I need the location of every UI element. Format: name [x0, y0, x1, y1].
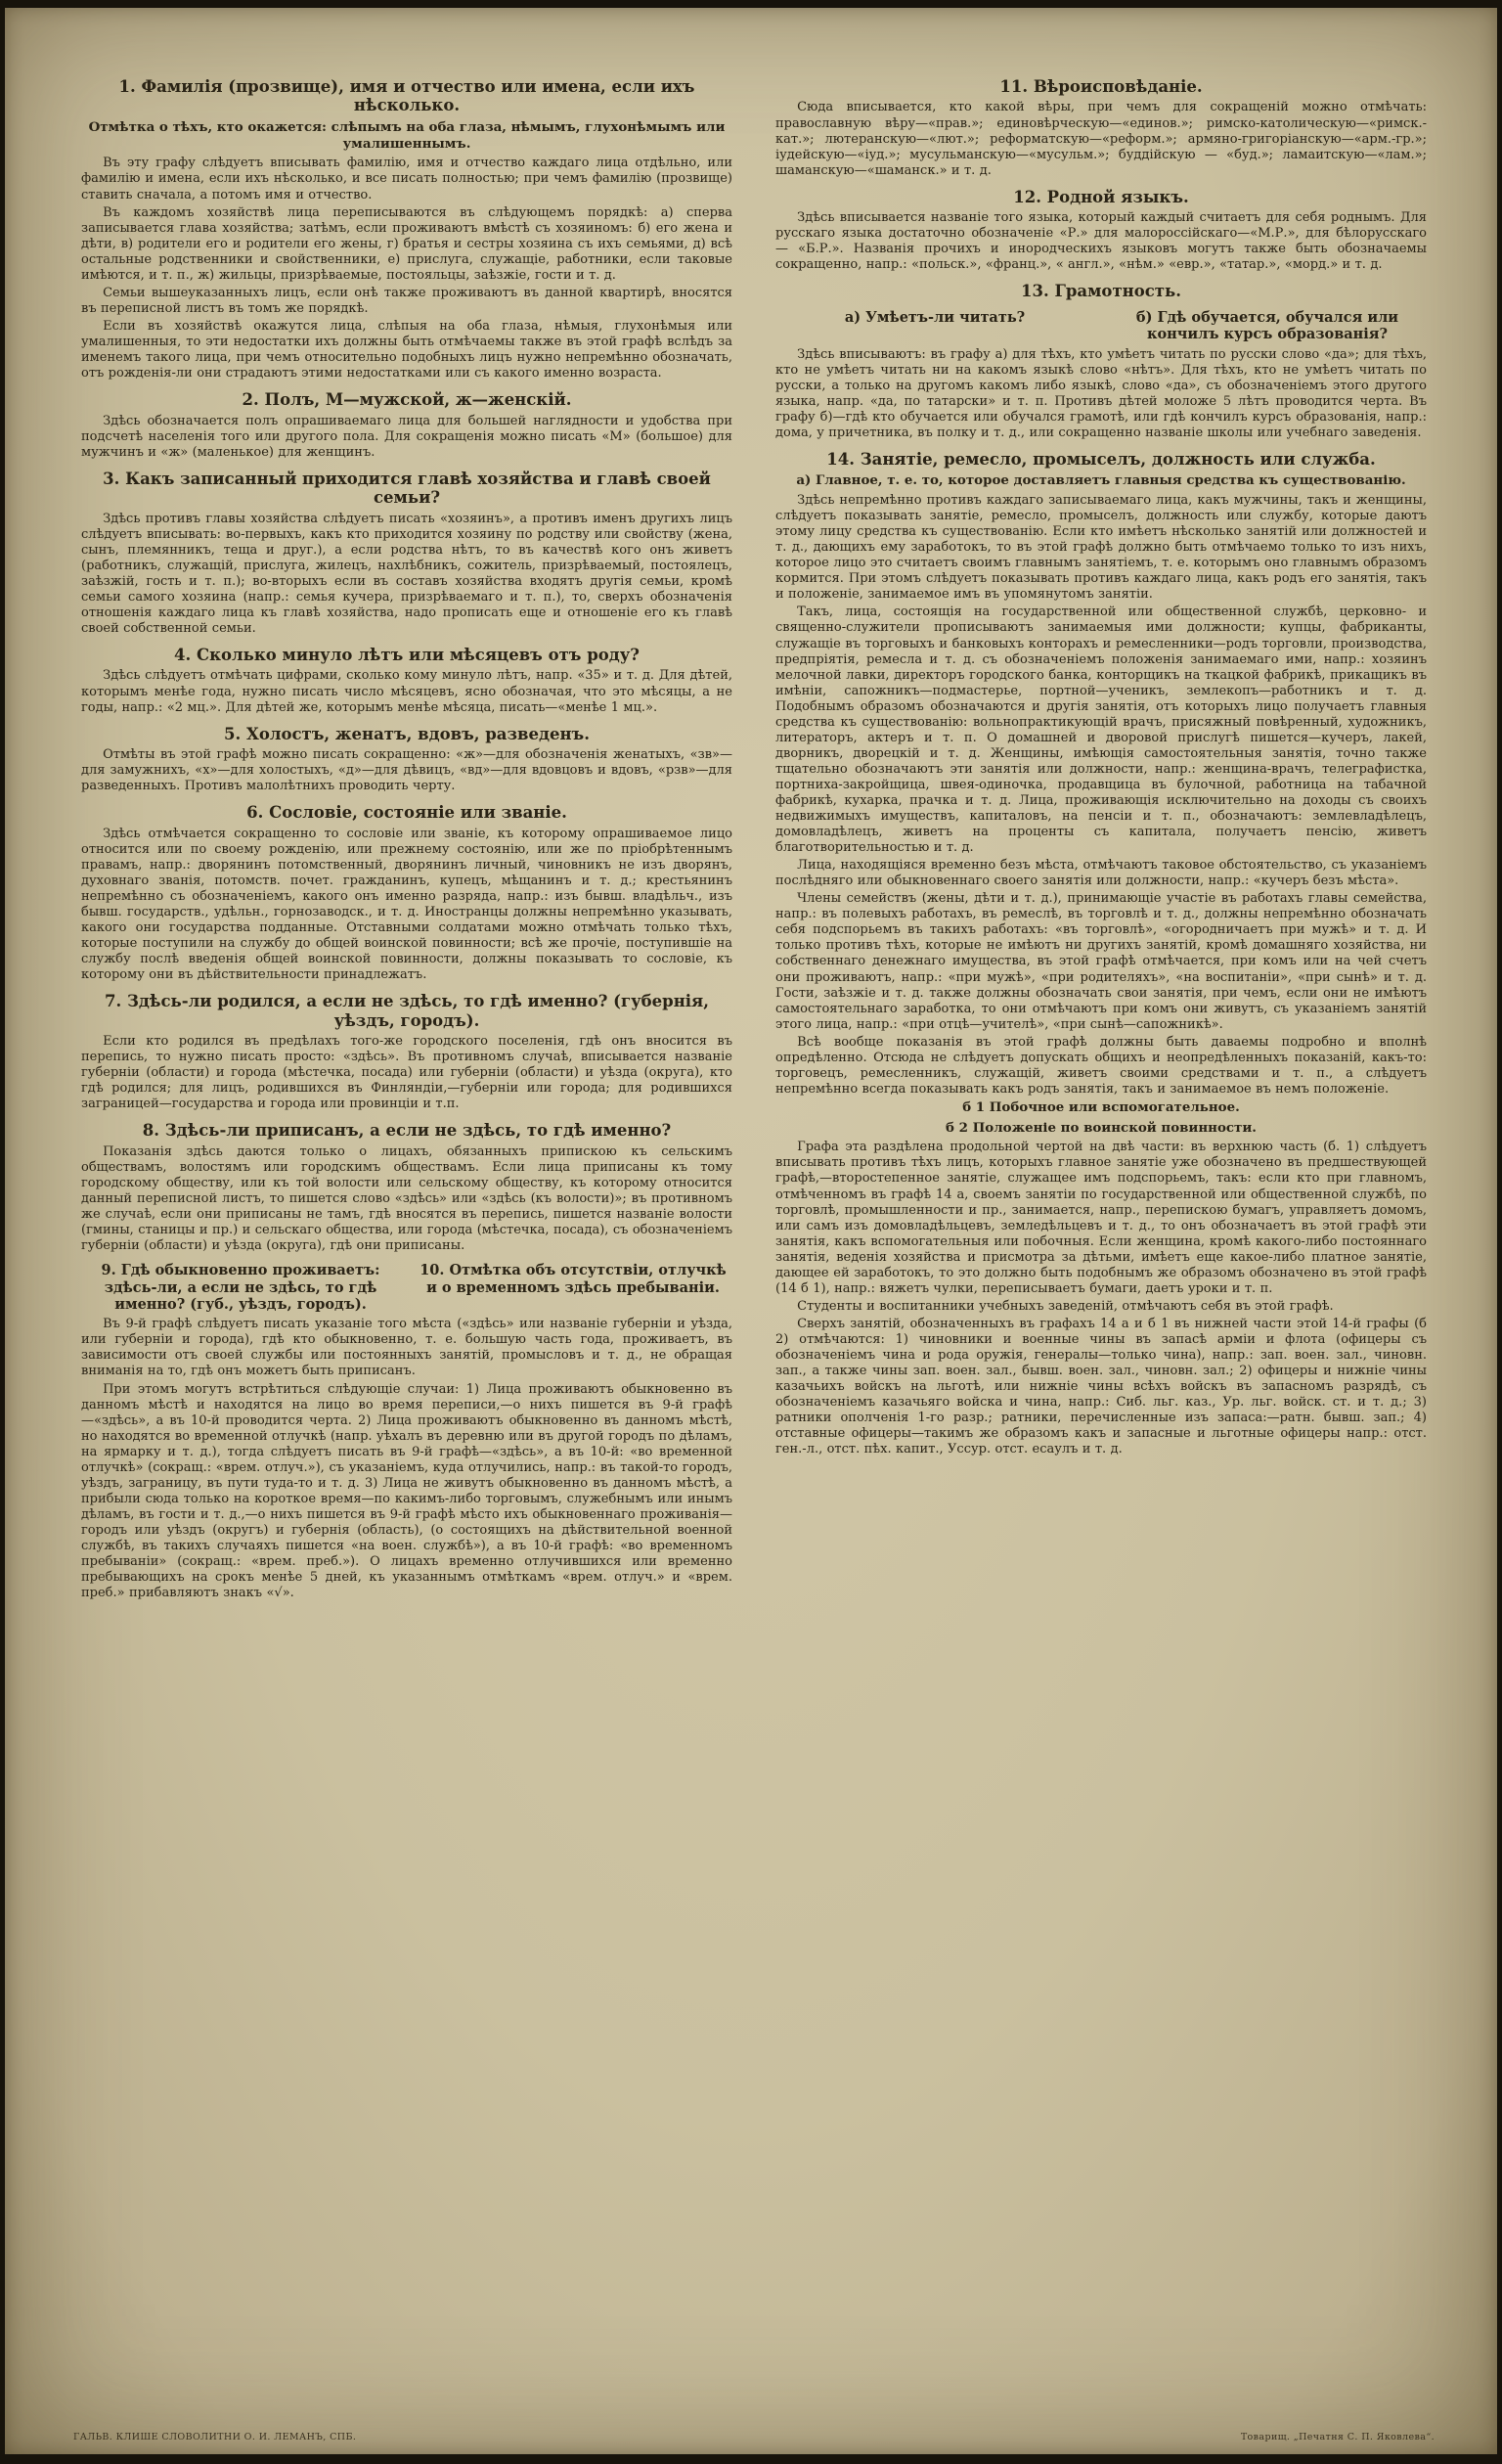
census-instruction-page — [5, 8, 1497, 2454]
section-13-gramotnost — [775, 282, 1427, 441]
paragraph: Показанія здѣсь даются только о лицахъ, обязанныхъ припискою къ сельскимъ обществамъ, волостямъ или городскимъ обществамъ. Если лица приписаны къ тому городскому обществу, или къ той волости или сельскому обществу, къ которому относится данный переписной листъ, то пишется слово «здѣсь» или «здѣсь (къ волости)»; въ противномъ же случаѣ, если они приписаны не тамъ, гдѣ вносятся въ перепись, пишется названіе волости (гмины, станицы и пр.) и сельскаго общества, или города (мѣстечка, посада), съ обозначеніемъ губерніи (области) и уѣзда (округа), гдѣ они приписаны. — [81, 1143, 732, 1254]
paragraph: Здѣсь отмѣчается сокращенно то сословіе или званіе, къ которому опрашиваемое лицо относится или по своему рожденію, или прежнему состоянію, или же по пріобрѣтеннымъ правамъ, напр.: дворянинъ потомственный, дворянинъ личный, чиновникъ не изъ дворянъ, духовнаго званія, потомств. почет. гражданинъ, купецъ, мѣщанинъ и т. д.; крестьянинъ непремѣнно съ обозначеніемъ, какого онъ именно разряда, напр.: изъ бывш. владѣльч., изъ бывш. государств., удѣльн., горнозаводск., и т. д. Иностранцы должны непремѣнно указывать, какого они государства подданные. Отставными солдатами можно отмѣчать только тѣхъ, которые поступили на службу до общей воинской повинности; всѣ же прочіе, поступившіе на службу послѣ введенія общей воинской повинности, должны показывать то сословіе, къ которому они въ дѣйствительности принадлежатъ. — [81, 826, 732, 983]
paragraph: Здѣсь вписывается названіе того языка, который каждый считаетъ для себя роднымъ. Для русскаго языка достаточно обозначеніе «Р.» для малороссійскаго—«М.Р.», для бѣлорусскаго — «Б.Р.». Названія прочихъ и инородческихъ языковъ могутъ также быть обозначаемы сокращенно, напр.: «польск.», «франц.», « англ.», «нѣм.» «евр.», «татар.», «морд.» и т. д. — [775, 210, 1427, 273]
section-heading: б) Гдѣ обучается, обучался или кончилъ курсъ образованія? — [1135, 308, 1399, 343]
section-heading: 12. Родной языкъ. — [1013, 187, 1189, 206]
left-column — [81, 68, 732, 1603]
section-heading: 3. Какъ записанный приходится главѣ хозяйства и главѣ своей семьи? — [103, 469, 711, 508]
section-14b-pobochnoe — [775, 1099, 1427, 1457]
section-heading: а) Умѣетъ-ли читать? — [844, 308, 1026, 326]
section-subheading: б 1 Побочное или вспомогательное. — [962, 1098, 1240, 1115]
section-heading: 4. Сколько минуло лѣтъ или мѣсяцевъ отъ роду? — [174, 646, 640, 665]
paragraph: Члены семействъ (жены, дѣти и т. д.), принимающіе участіе въ работахъ главы семейства, напр.: въ полевыхъ работахъ, въ ремеслѣ, въ торговлѣ и т. д., должны непремѣнно обозначать себя подспорьемъ въ такихъ работахъ: «въ торговлѣ», «огородничаетъ при мужѣ» и т. д. И только противъ тѣхъ, которые не имѣютъ ни другихъ занятій, кромѣ домашняго хозяйства, ни собственнаго денежнаго имущества, въ этой графѣ отмѣчается, при комъ или на чей счетъ они проживаютъ, напр.: «при мужѣ», «при родителяхъ», «на воспитаніи», «при сынѣ» и т. д. Гости, заѣзжіе и т. д. также должны обозначать свои занятія, при чемъ, если они не имѣютъ самостоятельнаго заработка, то они отмѣчаютъ при комъ они живутъ, съ указаніемъ занятій этого лица, напр.: «при отцѣ—учителѣ», «при сынѣ—сапожникѣ». — [775, 891, 1427, 1032]
section-14-zanyatie — [775, 450, 1427, 1098]
paragraph: Семьи вышеуказанныхъ лицъ, если онѣ также проживаютъ въ данной квартирѣ, вносятся въ переписной листъ въ томъ же порядкѣ. — [81, 285, 732, 316]
paragraph: Здѣсь противъ главы хозяйства слѣдуетъ писать «хозяинъ», а противъ именъ другихъ лицъ слѣдуетъ вписывать: во-первыхъ, какъ кто приходится хозяину по родству или свойству (жена, сынъ, племянникъ, теща и друг.), а если родства нѣтъ, то въ качествѣ кого онъ живетъ (работникъ, служащій, прислуга, жилецъ, нахлѣбникъ, сожитель, призрѣваемый, постоялецъ, заѣзжій, гость и т. п.); во-вторыхъ если въ составъ хозяйства входятъ другія семьи, кромѣ семьи самого хозяина (напр.: семья кучера, призрѣваемаго и т. п.), то, сверхъ обозначенія отношенія каждаго лица къ главѣ хозяйства, надо прописать еще и отношеніе его къ главѣ своей собственной семьи. — [81, 511, 732, 636]
paragraph: Здѣсь слѣдуетъ отмѣчать цифрами, сколько кому минуло лѣтъ, напр. «35» и т. д. Для дѣтей, которымъ менѣе года, нужно писать число мѣсяцевъ, ясно обозначая, что это мѣсяцы, а не годы, напр.: «2 мц.». Для дѣтей же, которымъ менѣе мѣсяца, писать—«менѣе 1 мц.». — [81, 668, 732, 715]
section-heading: 14. Занятіе, ремесло, промыселъ, должность или служба. — [826, 449, 1376, 469]
paragraph: Лица, находящіяся временно безъ мѣста, отмѣчаютъ таковое обстоятельство, съ указаніемъ послѣдняго или обыкновеннаго своего занятія или должности, напр.: «кучеръ безъ мѣста». — [775, 858, 1427, 889]
section-heading: 5. Холостъ, женатъ, вдовъ, разведенъ. — [224, 724, 590, 743]
section-6-soslovie — [81, 803, 732, 983]
section-subheading: Отмѣтка о тѣхъ, кто окажется: слѣпымъ на оба глаза, нѣмымъ, глухонѣмымъ или умалишеннымъ. — [88, 118, 726, 152]
paragraph: Если въ хозяйствѣ окажутся лица, слѣпыя на оба глаза, нѣмыя, глухонѣмыя или умалишенныя, то эти недостатки ихъ должны быть отмѣчаемы также въ этой графѣ вслѣдъ за именемъ такого лица, при чемъ относительно подобныхъ лицъ нужно непремѣнно обозначать, отъ рожденія-ли они страдаютъ этими недостатками или съ какого именно возраста. — [81, 318, 732, 381]
paragraph: При этомъ могутъ встрѣтиться слѣдующіе случаи: 1) Лица проживаютъ обыкновенно въ данномъ мѣстѣ и находятся на лицо во время переписи,—о нихъ пишется въ 9-й графѣ—«здѣсь», а въ 10-й проводится черта. 2) Лица проживаютъ обыкновенно въ данномъ мѣстѣ, но находятся во временной отлучкѣ (напр. уѣхалъ въ деревню или въ другой городъ по дѣламъ, на ярмарку и т. д.), тогда слѣдуетъ писать въ 9-й графѣ—«здѣсь», а въ 10-й: «во временной отлучкѣ» (сокращ.: «врем. отлуч.»), съ указаніемъ, куда отлучились, напр.: въ такой-то городъ, уѣздъ, заграницу, въ пути туда-то и т. д. 3) Лица не живутъ обыкновенно въ данномъ мѣстѣ, а прибыли сюда только на короткое время—по какимъ-либо торговымъ, служебнымъ или инымъ дѣламъ, въ гости и т. д.,—о нихъ пишется въ 9-й графѣ мѣсто ихъ обыкновеннаго проживанія—городъ или уѣздъ (округъ) и губернія (область), (о состоящихъ на дѣйствительной военной службѣ, въ такихъ случаяхъ пишется «на воен. службѣ»), а въ 10-й графѣ: «во временномъ пребываніи» (сокращ.: «врем. преб.»). О лицахъ временно отлучившихся или временно пребывающихъ на срокъ менѣе 5 дней, къ указаннымъ отмѣткамъ «врем. отлуч.» и «врем. преб.» прибавляютъ знакъ «√». — [81, 1381, 732, 1601]
paired-headings — [81, 1262, 732, 1313]
section-heading: 6. Сословіе, состояніе или званіе. — [246, 803, 567, 823]
section-subheading: б 2 Положеніе по воинской повинности. — [946, 1119, 1257, 1136]
paired-headings — [775, 309, 1427, 343]
printer-credit-left: ГАЛЬВ. КЛИШЕ СЛОВОЛИТНИ О. И. ЛЕМАНЪ, СПБ. — [73, 2432, 357, 2442]
section-4-let — [81, 646, 732, 716]
paragraph: Въ эту графу слѣдуетъ вписывать фамилію, имя и отчество каждаго лица отдѣльно, или фамилію и имена, если ихъ нѣсколько, и все писать полностью; при чемъ фамилію (прозвище) ставить сначала, а потомъ имя и отчество. — [81, 156, 732, 202]
section-heading: 2. Полъ, М—мужской, ж—женскій. — [242, 390, 572, 410]
paragraph: Графа эта раздѣлена продольной чертой на двѣ части: въ верхнюю часть (б. 1) слѣдуетъ вписывать противъ тѣхъ лицъ, которыхъ главное занятіе уже обозначено въ предшествующей графѣ,—второстепенное занятіе, служащее имъ подспорьемъ, такъ: если кто при главномъ, отмѣченномъ въ графѣ 14 а, своемъ занятіи по государственной или общественной службѣ, по торговлѣ, промышленности и пр., занимается, напр., перепискою бумагъ, управляетъ домомъ, или самъ изъ домовладѣльцевъ, земледѣльцевъ и т. д., то онъ обозначаетъ въ этой графѣ эти занятія, какъ вспомогательныя или побочныя. Если женщина, кромѣ какого-либо постояннаго занятія, веденія хозяйства и присмотра за дѣтьми, имѣетъ еще какое-либо платное занятіе, дающее ей заработокъ, то это должно быть подобнымъ же образомъ обозначено въ этой графѣ (14 б 1), напр.: вяжетъ чулки, переписываетъ бумаги, даетъ уроки и т. п. — [775, 1140, 1427, 1296]
section-heading: 8. Здѣсь-ли приписанъ, а если не здѣсь, то гдѣ именно? — [142, 1121, 672, 1141]
section-2-pol — [81, 390, 732, 461]
paragraph: Здѣсь обозначается полъ опрашиваемаго лица для большей наглядности и удобства при подсчетѣ населенія того или другого пола. Для сокращенія можно писать «М» (большое) для мужчинъ и «ж» (маленькое) для женщинъ. — [81, 413, 732, 460]
section-heading: 10. Отмѣтка объ отсутствіи, отлучкѣ и о временномъ здѣсь пребываніи. — [420, 1262, 727, 1296]
section-12-rodnoy-yazyk — [775, 188, 1427, 274]
paragraph: Если кто родился въ предѣлахъ того-же городского поселенія, гдѣ онъ вносится въ перепись, то нужно писать просто: «здѣсь». Въ противномъ случаѣ, вписывается названіе губерніи (области) и города (мѣстечка, посада) или губерніи (области) и уѣзда (округа), кто гдѣ родился; для лицъ, родившихся въ Финляндіи,—губерніи или города; для родившихся заграницей—государства и города или провинціи и т.п. — [81, 1034, 732, 1112]
footer — [73, 2432, 1435, 2442]
section-heading: 1. Фамилія (прозвище), имя и отчество или имена, если ихъ нѣсколько. — [118, 77, 695, 115]
two-column-text-area — [5, 8, 1497, 1648]
section-8-pripisan — [81, 1121, 732, 1254]
paragraph: Здѣсь непремѣнно противъ каждаго записываемаго лица, какъ мужчины, такъ и женщины, слѣдуетъ показывать занятіе, ремесло, промыселъ, должность или службу, которые даютъ этому лицу средства къ существованію. Если кто имѣетъ нѣсколько занятій или должностей и т. д., дающихъ ему заработокъ, то въ этой графѣ должно быть отмѣчаемо только то изъ нихъ, которое лицо это считаетъ своимъ главнымъ занятіемъ, т. е. которымъ оно главнымъ образомъ кормится. При этомъ слѣдуетъ показывать противъ каждаго лица, какъ родъ его занятія, такъ и положеніе, занимаемое имъ въ упомянутомъ занятіи. — [775, 493, 1427, 603]
paragraph: Такъ, лица, состоящія на государственной или общественной службѣ, церковно- и священно-служители прописываютъ занимаемыя ими должности; купцы, фабриканты, служащіе въ торговыхъ и банковыхъ конторахъ и ремесленники—родъ торговли, производства, предпріятія, ремесла и т. д. съ обозначеніемъ положенія занимаемаго ими, напр.: хозяинъ мелочной лавки, директоръ городского банка, конторщикъ на ткацкой фабрикѣ, прикащикъ въ имѣніи, сапожникъ—подмастерье, портной—ученикъ, землекопъ—работникъ и т. д. Подобнымъ образомъ обозначаются и другія занятія, отъ которыхъ лицо получаетъ главныя средства къ существованію: вольнопрактикующій врачъ, присяжный повѣренный, художникъ, литераторъ, актеръ и т. п. О домашней и дворовой прислугѣ пишется—кучеръ, лакей, дворникъ, дворецкій и т. д. Женщины, имѣющія самостоятельныя занятія, точно также тщательно обозначаютъ эти занятія или должности, напр.: женщина-врачъ, телеграфистка, портниха-закройщица, швея-одиночка, продавщица въ булочной, работница на табачной фабрикѣ, кухарка, прачка и т. д. Лица, проживающія исключительно на доходы съ своихъ недвижимыхъ имуществъ, капиталовъ, на пенсіи и т. п., обозначаютъ: землевладѣлецъ, домовладѣлецъ, живетъ на проценты съ капитала, получаетъ пенсію, живетъ благотворительностью и т. д. — [775, 605, 1427, 856]
paragraph: Сюда вписывается, кто какой вѣры, при чемъ для сокращеній можно отмѣчать: православную вѣру—«прав.»; единовѣрческую—«единов.»; римско-католическую—«римск.-кат.»; лютеранскую—«лют.»; реформатскую—«реформ.»; армяно-григоріанскую—«арм.-гр.»; іудейскую—«іуд.»; мусульманскую—«мусульм.»; буддійскую — «буд.»; ламаитскую—«лам.»; шаманскую—«шаманск.» и т. д. — [775, 100, 1427, 178]
section-5-holost — [81, 725, 732, 795]
section-1-familia — [81, 77, 732, 381]
section-3-glava — [81, 470, 732, 637]
paragraph: Въ 9-й графѣ слѣдуетъ писать указаніе того мѣста («здѣсь» или названіе губерніи и уѣзда, или губерніи и города), гдѣ кто обыкновенно, т. е. большую часть года, проживаетъ, въ зависимости отъ своей службы или постоянныхъ занятій, промысловъ и т. д., не обращая вниманія на то, гдѣ онъ можетъ быть приписанъ. — [81, 1317, 732, 1379]
paragraph: Студенты и воспитанники учебныхъ заведеній, отмѣчаютъ себя въ этой графѣ. — [797, 1298, 1334, 1314]
paragraph: Въ каждомъ хозяйствѣ лица переписываются въ слѣдующемъ порядкѣ: а) сперва записывается глава хозяйства; затѣмъ, если проживаютъ вмѣстѣ съ хозяиномъ: б) его жена и дѣти, в) родители его и родители его жены, г) братья и сестры хозяина съ ихъ семьями, д) всѣ остальные родственники и свойственники, е) прислуга, служащіе, работники, если таковые имѣются, и т. п., ж) жильцы, призрѣваемые, постояльцы, заѣзжіе, гости и т. д. — [81, 204, 732, 283]
section-11-veroispovedanie — [775, 77, 1427, 179]
section-7-rodilsya — [81, 992, 732, 1112]
paragraph: Здѣсь вписываютъ: въ графу а) для тѣхъ, кто умѣетъ читать по русски слово «да»; для тѣхъ, кто не умѣетъ читать ни на какомъ языкѣ слово «нѣтъ». Для тѣхъ, кто не умѣетъ читать по русски, а только на другомъ какомъ либо языкѣ, слово «да», съ обозначеніемъ этого другого языка, напр. «да, по татарски» и т. п. Противъ дѣтей моложе 5 лѣтъ проводится черта. Въ графу б)—гдѣ кто обучается или обучался грамотѣ, или гдѣ кончилъ курсъ образованія, напр.: дома, у причетника, въ полку и т. д., или сокращенно названіе школы или учебнаго заведенія. — [775, 346, 1427, 440]
section-subheading: а) Главное, т. е. то, которое доставляетъ главныя средства къ существованію. — [796, 472, 1406, 489]
paragraph: Сверхъ занятій, обозначенныхъ въ графахъ 14 а и б 1 въ нижней части этой 14-й графы (б 2) отмѣчаются: 1) чиновники и военные чины въ запасѣ арміи и флота (офицеры съ обозначеніемъ чина и рода оружія, генералы—только чина), напр.: зап. воен. зал., чиновн. зап., а также чины зап. воен. зал., бывш. воен. зал., чиновн. зал.; 2) офицеры и нижніе чины казачьихъ войскъ на льготѣ, или нижніе чины всѣхъ войскъ въ запасномъ разрядѣ, съ обозначеніемъ казачьяго войска и чина, напр.: Сиб. льг. каз., Ур. льг. войск. ст. и т. д.; 3) ратники ополченія 1-го разр.; ратники, перечисленные изъ запаса:—ратн. бывш. зап.; 4) отставные офицеры—такимъ же образомъ какъ и запасные и льготные офицеры напр.: отст. ген.-л., отст. пѣх. капит., Уссур. отст. есаулъ и т. д. — [775, 1316, 1427, 1457]
section-heading: 7. Здѣсь-ли родился, а если не здѣсь, то гдѣ именно? (губернія, уѣздъ, городъ). — [105, 992, 709, 1030]
right-column — [775, 68, 1427, 1603]
section-heading: 11. Вѣроисповѣданіе. — [999, 77, 1203, 96]
section-9-10-prozhivaet — [81, 1262, 732, 1601]
paragraph: Всѣ вообще показанія въ этой графѣ должны быть даваемы подробно и вполнѣ опредѣленно. Отсюда не слѣдуетъ допускать общихъ и неопредѣленныхъ показаній, какъ-то: торговецъ, ремесленникъ, служащій, живетъ своими средствами и т. п., а слѣдуетъ непремѣнно всегда показывать какъ родъ занятія, такъ и занимаемое въ немъ положеніе. — [775, 1034, 1427, 1097]
printer-credit-right: Товарищ. „Печатня С. П. Яковлева“. — [1240, 2432, 1435, 2442]
paragraph: Отмѣты въ этой графѣ можно писать сокращенно: «ж»—для обозначенія женатыхъ, «зв»—для замужнихъ, «х»—для холостыхъ, «д»—для дѣвицъ, «вд»—для вдовцовъ и вдовъ, «рзв»—для разведенныхъ. Противъ малолѣтнихъ проводить черту. — [81, 747, 732, 794]
section-heading: 9. Гдѣ обыкновенно проживаетъ: здѣсь-ли, а если не здѣсь, то гдѣ именно? (губ., уѣздъ, городъ). — [101, 1262, 380, 1313]
section-heading: 13. Грамотность. — [1021, 282, 1181, 301]
